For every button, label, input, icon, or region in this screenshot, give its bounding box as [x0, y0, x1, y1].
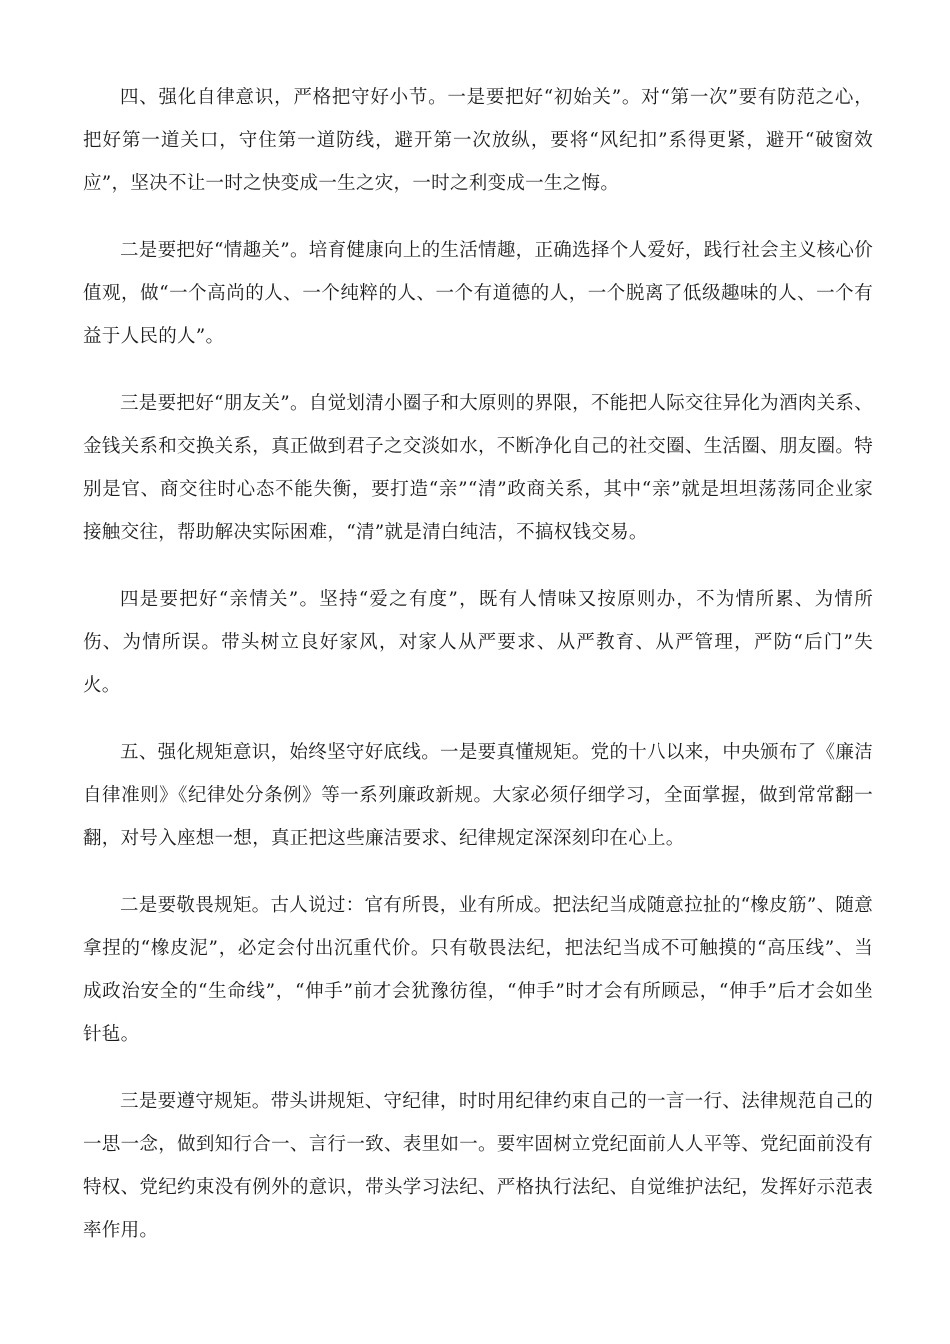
paragraph-1: 四、强化自律意识，严格把守好小节。一是要把好“初始关”。对“第一次”要有防范之心，把好第一道关口，守住第一道防线，避开第一次放纵，要将“风纪扣”系得更紧，避开“破窗效应”，坚决不让一时之快变成一生之灾，一时之利变成一生之悔。: [83, 87, 873, 194]
paragraph-5: 五、强化规矩意识，始终坚守好底线。一是要真懂规矩。党的十八以来，中央颁布了《廉洁自律准则》《纪律处分条例》等一系列廉政新规。大家必须仔细学习，全面掌握，做到常常翻一翻，对号入座想一想，真正把这些廉洁要求、纪律规定深深刻印在心上。: [83, 742, 873, 849]
document-body: [83, 76, 873, 1276]
paragraph-3: 三是要把好“朋友关”。自觉划清小圈子和大原则的界限，不能把人际交往异化为酒肉关系、金钱关系和交换关系，真正做到君子之交淡如水，不断净化自己的社交圈、生活圈、朋友圈。特别是官、商交往时心态不能失衡，要打造“亲”“清”政商关系，其中“亲”就是坦坦荡荡同企业家接触交往，帮助解决实际困难，“清”就是清白纯洁，不搞权钱交易。: [83, 393, 873, 543]
paragraph-4: 四是要把好“亲情关”。坚持“爱之有度”，既有人情味又按原则办，不为情所累、为情所伤、为情所误。带头树立良好家风，对家人从严要求、从严教育、从严管理，严防“后门”失火。: [83, 589, 873, 696]
paragraph-7: 三是要遵守规矩。带头讲规矩、守纪律，时时用纪律约束自己的一言一行、法律规范自己的一思一念，做到知行合一、言行一致、表里如一。要牢固树立党纪面前人人平等、党纪面前没有特权、党纪约束没有例外的意识，带头学习法纪、严格执行法纪、自觉维护法纪，发挥好示范表率作用。: [83, 1091, 873, 1241]
paragraph-6: 二是要敬畏规矩。古人说过：官有所畏，业有所成。把法纪当成随意拉扯的“橡皮筋”、随意拿捏的“橡皮泥”，必定会付出沉重代价。只有敬畏法纪，把法纪当成不可触摸的“高压线”、当成政治安全的“生命线”，“伸手”前才会犹豫彷徨，“伸手”时才会有所顾忌，“伸手”后才会如坐针毡。: [83, 895, 873, 1045]
paragraph-2: 二是要把好“情趣关”。培育健康向上的生活情趣，正确选择个人爱好，践行社会主义核心价值观，做“一个高尚的人、一个纯粹的人、一个有道德的人，一个脱离了低级趣味的人、一个有益于人民的人”。: [83, 240, 873, 347]
